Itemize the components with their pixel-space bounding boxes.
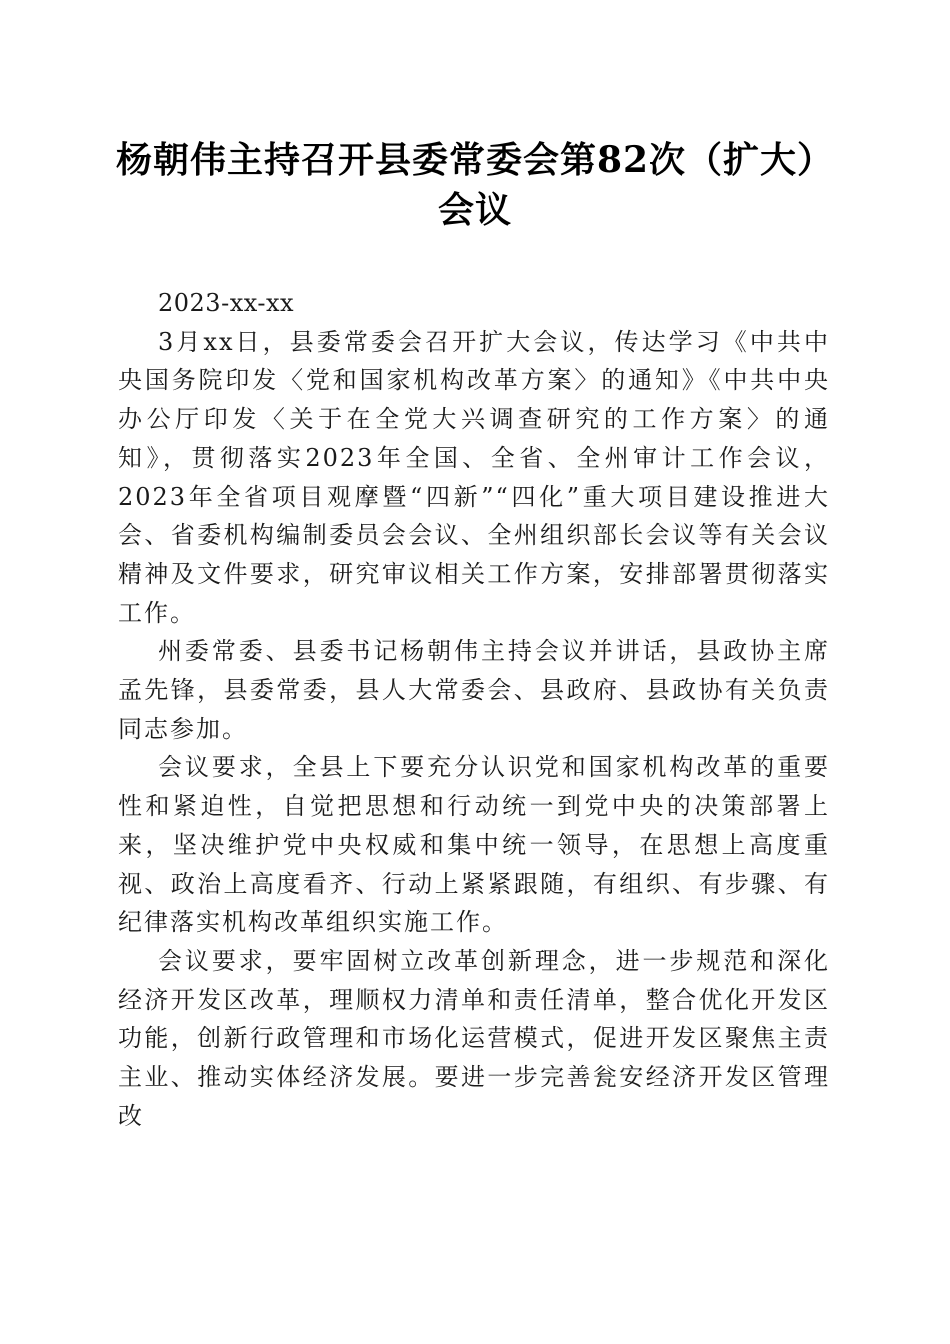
title-line-1: 杨朝伟主持召开县委常委会第82次（扩大） <box>115 139 835 181</box>
document-title <box>100 135 850 235</box>
document-body <box>118 284 830 1135</box>
document-date: 2023-xx-xx <box>158 289 295 317</box>
paragraph: 会议要求，要牢固树立改革创新理念，进一步规范和深化经济开发区改革，理顺权力清单和责任清单，整合优化开发区功能，创新行政管理和市场化运营模式，促进开发区聚焦主责主业、推动实体经济发展。要进一步完善瓮安经济开发区管理改 <box>118 946 830 1130</box>
paragraph: 州委常委、县委书记杨朝伟主持会议并讲话，县政协主席孟先锋，县委常委，县人大常委会、县政府、县政协有关负责同志参加。 <box>118 637 830 743</box>
paragraph: 3月xx日，县委常委会召开扩大会议，传达学习《中共中央国务院印发〈党和国家机构改革方案〉的通知》《中共中央办公厅印发〈关于在全党大兴调查研究的工作方案〉的通知》，贯彻落实2023年全国、全省、全州审计工作会议，2023年全省项目观摩暨“四新”“四化”重大项目建设推进大会、省委机构编制委员会会议、全州组织部长会议等有关会议精神及文件要求，研究审议相关工作方案，安排部署贯彻落实工作。 <box>118 327 830 627</box>
title-line-2: 会议 <box>437 189 512 231</box>
paragraph: 会议要求，全县上下要充分认识党和国家机构改革的重要性和紧迫性，自觉把思想和行动统一到党中央的决策部署上来，坚决维护党中央权威和集中统一领导，在思想上高度重视、政治上高度看齐、行动上紧紧跟随，有组织、有步骤、有纪律落实机构改革组织实施工作。 <box>118 753 830 937</box>
